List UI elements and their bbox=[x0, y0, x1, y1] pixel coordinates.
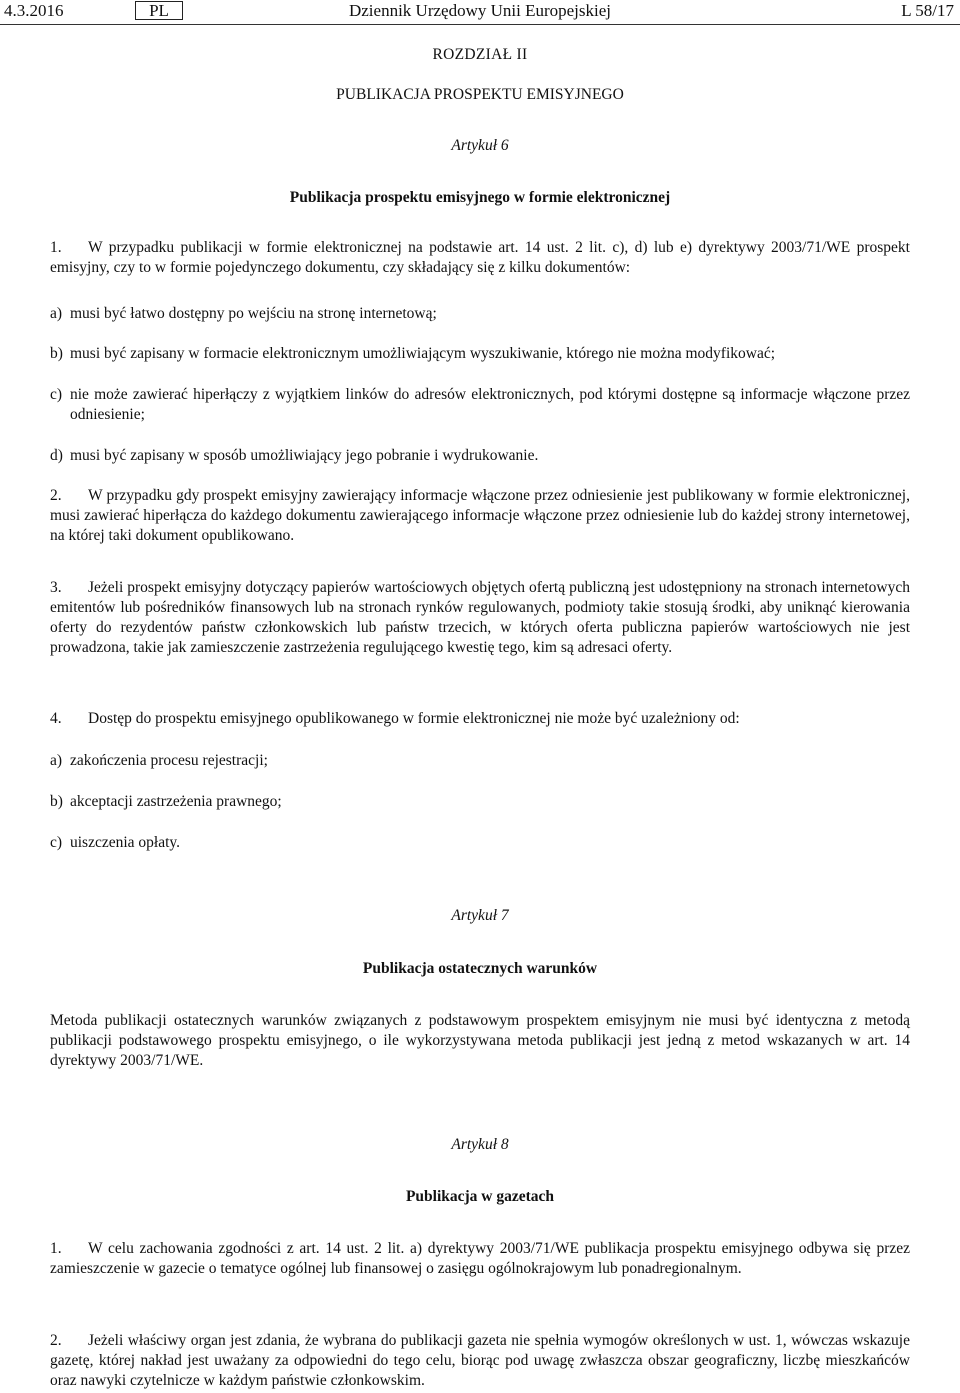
paragraph-text: Dostęp do prospektu emisyjnego opublikowanego w formie elektronicznej nie może być uzależniony od: bbox=[88, 710, 740, 727]
list-marker: b) bbox=[50, 345, 63, 362]
list-item bbox=[50, 385, 910, 425]
list-item-text: zakończenia procesu rejestracji; bbox=[70, 752, 268, 769]
list-marker: d) bbox=[50, 447, 63, 464]
list-marker: c) bbox=[50, 386, 63, 403]
paragraph-number: 4. bbox=[50, 710, 62, 727]
article-6-title: Publikacja prospektu emisyjnego w formie elektronicznej bbox=[289, 189, 671, 206]
list-item bbox=[50, 304, 910, 324]
article-8-label: Artykuł 8 bbox=[451, 1136, 509, 1153]
art6-paragraph-1 bbox=[50, 238, 910, 278]
paragraph-number: 1. bbox=[50, 1240, 62, 1257]
list-item-text: musi być zapisany w sposób umożliwiający jego pobranie i wydrukowanie. bbox=[70, 447, 539, 464]
article-7-title: Publikacja ostatecznych warunków bbox=[362, 960, 598, 977]
art6-paragraph-4 bbox=[50, 709, 910, 729]
page-number: L 58/17 bbox=[901, 1, 954, 20]
paragraph-number: 1. bbox=[50, 239, 62, 256]
publication-date: 4.3.2016 bbox=[4, 1, 64, 20]
art8-paragraph-2 bbox=[50, 1331, 910, 1391]
chapter-label: ROZDZIAŁ II bbox=[432, 46, 528, 63]
list-item-text: nie może zawierać hiperłączy z wyjątkiem linków do adresów elektronicznych, pod którymi dostępne są informacje włączone przez odniesienie; bbox=[70, 386, 910, 423]
paragraph-text: Metoda publikacji ostatecznych warunków związanych z podstawowym prospektem emisyjnym nie musi być identyczna z metodą publikacji podstawowego prospektu emisyjnego, o ile wykorzystywana metoda publikacji jest jedną z metod wskazanych w art. 14 dyrektywy 2003/71/WE. bbox=[50, 1012, 910, 1069]
page-header bbox=[0, 0, 960, 25]
paragraph-text: Jeżeli prospekt emisyjny dotyczący papierów wartościowych objętych ofertą publiczną jest udostępniony na stronach internetowych emitentów lub pośredników finansowych lub na stronach rynków regulowanych, podmioty takie stosują środki, aby uniknąć kierowania oferty do rezydentów państw członkowskich lub państw trzecich, w których oferta publiczna papierów wartościowych nie jest prowadzona, takie jak zamieszczenie zastrzeżenia regulującego kwestię tego, kim są adresaci oferty. bbox=[50, 579, 910, 656]
journal-title: Dziennik Urzędowy Unii Europejskiej bbox=[348, 1, 611, 20]
list-marker: a) bbox=[50, 752, 63, 769]
list-item bbox=[50, 344, 910, 364]
article-7-label: Artykuł 7 bbox=[451, 907, 509, 924]
paragraph-text: Jeżeli właściwy organ jest zdania, że wybrana do publikacji gazeta nie spełnia wymogów określonych w ust. 1, wówczas wskazuje gazetę, której nakład jest uważany za odpowiedni do tego celu, biorąc pod uwagę zwłaszcza obszar geograficzny, liczbę mieszkańców oraz nawyki czytelnicze w każdym państwie członkowskim. bbox=[50, 1332, 910, 1389]
art6-paragraph-2 bbox=[50, 486, 910, 546]
list-marker: c) bbox=[50, 834, 63, 851]
list-item bbox=[50, 833, 910, 853]
list-item-text: musi być łatwo dostępny po wejściu na stronę internetową; bbox=[70, 305, 437, 322]
list-marker: b) bbox=[50, 793, 63, 810]
article-8-title: Publikacja w gazetach bbox=[405, 1188, 555, 1205]
article-6-label: Artykuł 6 bbox=[451, 137, 509, 154]
paragraph-number: 2. bbox=[50, 1332, 62, 1349]
list-item bbox=[50, 446, 910, 466]
art6-paragraph-3 bbox=[50, 578, 910, 658]
art8-paragraph-1 bbox=[50, 1239, 910, 1279]
list-item-text: akceptacji zastrzeżenia prawnego; bbox=[70, 793, 282, 810]
paragraph-text: W przypadku gdy prospekt emisyjny zawierający informacje włączone przez odniesienie jest publikowany w formie elektronicznej, musi zawierać hiperłącza do każdego dokumentu zawierającego informacje włączone przez odniesienie lub do każdej strony internetowej, na której taki dokument opublikowano. bbox=[50, 487, 910, 544]
art7-paragraph bbox=[50, 1011, 910, 1071]
list-item-text: uiszczenia opłaty. bbox=[70, 834, 181, 851]
paragraph-number: 3. bbox=[50, 579, 62, 596]
list-item-text: musi być zapisany w formacie elektronicznym umożliwiającym wyszukiwanie, którego nie można modyfikować; bbox=[70, 345, 776, 362]
list-item bbox=[50, 751, 910, 771]
paragraph-number: 2. bbox=[50, 487, 62, 504]
language-badge: PL bbox=[135, 1, 183, 20]
chapter-title: PUBLIKACJA PROSPEKTU EMISYJNEGO bbox=[336, 86, 624, 103]
list-item bbox=[50, 792, 910, 812]
list-marker: a) bbox=[50, 305, 63, 322]
paragraph-text: W celu zachowania zgodności z art. 14 ust. 2 lit. a) dyrektywy 2003/71/WE publikacja prospektu emisyjnego odbywa się przez zamieszczenie w gazecie o tematyce ogólnej lub finansowej o zasięgu ogólnokrajowym lub ponadregionalnym. bbox=[50, 1240, 910, 1277]
paragraph-text: W przypadku publikacji w formie elektronicznej na podstawie art. 14 ust. 2 lit. c), d) lub e) dyrektywy 2003/71/WE prospekt emisyjny, czy to w formie pojedynczego dokumentu, czy składający się z kilku dokumentów: bbox=[50, 239, 910, 276]
